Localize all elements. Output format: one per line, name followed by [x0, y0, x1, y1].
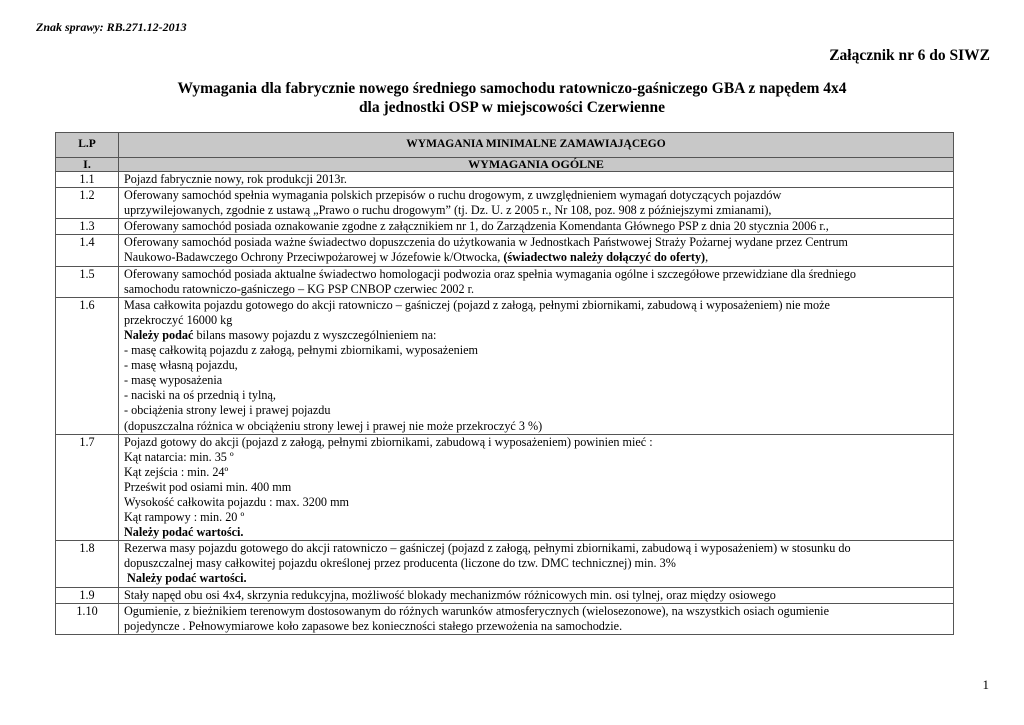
row-bold-note: Należy podać wartości. — [124, 525, 244, 540]
table-row — [56, 297, 954, 434]
section-title: WYMAGANIA OGÓLNE — [119, 158, 954, 172]
case-reference: Znak sprawy: RB.271.12-2013 — [36, 20, 187, 34]
table-row — [56, 172, 954, 188]
table-row — [56, 541, 954, 587]
table-row — [56, 235, 954, 266]
table-row — [56, 434, 954, 541]
row-text: Naukowo-Badawczego Ochrony Przeciwpożarowej w Józefowie k/Otwocka, — [124, 250, 504, 265]
table-row — [56, 587, 954, 603]
section-row — [56, 158, 954, 172]
row-text: Masa całkowita pojazdu gotowego do akcji ratowniczo – gaśniczej (pojazd z załogą, pełnymi zbiornikami, zabudową i wyposażeniem) nie może — [124, 297, 830, 312]
row-text: Kąt natarcia: min. 35 º — [124, 449, 234, 464]
table-row — [56, 266, 954, 297]
row-description — [119, 603, 954, 634]
row-text: pojedyncze . Pełnowymiarowe koło zapasowe bez konieczności stałego przewożenia na samochodzie. — [124, 618, 623, 633]
row-text: uprzywilejowanych, zgodnie z ustawą „Prawo o ruchu drogowym” (tj. Dz. U. z 2005 r., Nr 108, poz. 908 z późniejszymi zmianami), — [124, 203, 772, 218]
row-bold-lead: Należy podać — [124, 327, 194, 342]
row-number: 1.4 — [56, 235, 119, 266]
row-description — [119, 188, 954, 219]
column-header-requirements: WYMAGANIA MINIMALNE ZAMAWIAJĄCEGO — [119, 133, 954, 158]
row-text: (dopuszczalna różnica w obciążeniu strony lewej i prawej nie może przekroczyć 3 %) — [124, 418, 543, 433]
row-bold-note: Należy podać wartości. — [124, 571, 247, 586]
row-text: Pojazd fabrycznie nowy, rok produkcji 2013r. — [124, 172, 347, 186]
row-description — [119, 297, 954, 434]
row-text: - naciski na oś przednią i tylną, — [124, 388, 276, 403]
row-bold-note: (świadectwo należy dołączyć do oferty) — [503, 250, 706, 265]
table-row — [56, 188, 954, 219]
row-text: Oferowany samochód posiada ważne świadectwo dopuszczenia do użytkowania w Jednostkach Państwowej Straży Pożarnej wydane przez Centrum — [124, 235, 848, 250]
requirements-table — [55, 132, 954, 635]
table-header-row — [56, 133, 954, 158]
row-text: Pojazd gotowy do akcji (pojazd z załogą, pełnymi zbiornikami, zabudową i wyposażeniem) powinien mieć : — [124, 434, 653, 449]
row-number: 1.1 — [56, 172, 119, 188]
row-text: - masę całkowitą pojazdu z załogą, pełnymi zbiornikami, wyposażeniem — [124, 343, 478, 358]
page-number: 1 — [982, 677, 989, 692]
row-text: Oferowany samochód posiada oznakowanie zgodne z załącznikiem nr 1, do Zarządzenia Komendanta Głównego PSP z dnia 20 stycznia 2006 r., — [124, 219, 829, 234]
row-description — [119, 172, 954, 188]
row-text: przekroczyć 16000 kg — [124, 312, 233, 327]
row-text: Oferowany samochód posiada aktualne świadectwo homologacji podwozia oraz spełnia wymagania ogólne i szczegółowe przewidziane dla średniego — [124, 266, 857, 281]
row-text-mixed — [124, 328, 948, 343]
row-text: Rezerwa masy pojazdu gotowego do akcji ratowniczo – gaśniczej (pojazd z załogą, pełnymi zbiornikami, zabudową i wyposażeniem) w stosunku do — [124, 541, 851, 556]
row-text: samochodu ratowniczo-gaśniczego – KG PSP CNBOP czerwiec 2002 r. — [124, 281, 475, 296]
row-number: 1.10 — [56, 603, 119, 634]
table-row — [56, 603, 954, 634]
row-text: bilans masowy pojazdu z wyszczególnieniem na: — [193, 327, 437, 342]
row-text: - masę wyposażenia — [124, 373, 223, 388]
document-title — [0, 79, 1024, 117]
row-description — [119, 235, 954, 266]
row-description — [119, 266, 954, 297]
title-line-1: Wymagania dla fabrycznie nowego średniego samochodu ratowniczo-gaśniczego GBA z napędem 4x4 — [177, 80, 847, 97]
row-number: 1.7 — [56, 434, 119, 541]
row-number: 1.6 — [56, 297, 119, 434]
row-text: - obciążenia strony lewej i prawej pojazdu — [124, 403, 331, 418]
row-text: Kąt rampowy : min. 20 º — [124, 510, 245, 525]
title-line-2: dla jednostki OSP w miejscowości Czerwienne — [358, 99, 666, 116]
row-text: Prześwit pod osiami min. 400 mm — [124, 479, 292, 494]
row-description — [119, 219, 954, 235]
section-number: I. — [56, 158, 119, 172]
row-description — [119, 434, 954, 541]
row-number: 1.5 — [56, 266, 119, 297]
row-text: Ogumienie, z bieżnikiem terenowym dostosowanym do różnych warunków atmosferycznych (wielosezonowe), na wszystkich osiach ogumienie — [124, 603, 829, 618]
row-text: Wysokość całkowita pojazdu : max. 3200 mm — [124, 494, 350, 509]
attachment-label: Załącznik nr 6 do SIWZ — [829, 47, 990, 64]
table-row — [56, 219, 954, 235]
row-number: 1.3 — [56, 219, 119, 235]
row-suffix: , — [705, 250, 709, 265]
row-text-mixed — [124, 250, 948, 265]
row-number: 1.8 — [56, 541, 119, 587]
row-description — [119, 541, 954, 587]
column-header-lp: L.P — [56, 133, 119, 158]
row-text: Stały napęd obu osi 4x4, skrzynia redukcyjna, możliwość blokady mechanizmów różnicowych min. osi tylnej, oraz między osiowego — [124, 587, 776, 602]
row-number: 1.2 — [56, 188, 119, 219]
row-number: 1.9 — [56, 587, 119, 603]
row-text: Kąt zejścia : min. 24º — [124, 464, 229, 479]
row-description — [119, 587, 954, 603]
row-text: - masę własną pojazdu, — [124, 358, 238, 373]
row-text: dopuszczalnej masy całkowitej pojazdu określonej przez producenta (liczone do tzw. DMC technicznej) min. 3% — [124, 556, 676, 571]
row-text: Oferowany samochód spełnia wymagania polskich przepisów o ruchu drogowym, z uwzględnieniem wymagań dotyczących pojazdów — [124, 188, 782, 203]
